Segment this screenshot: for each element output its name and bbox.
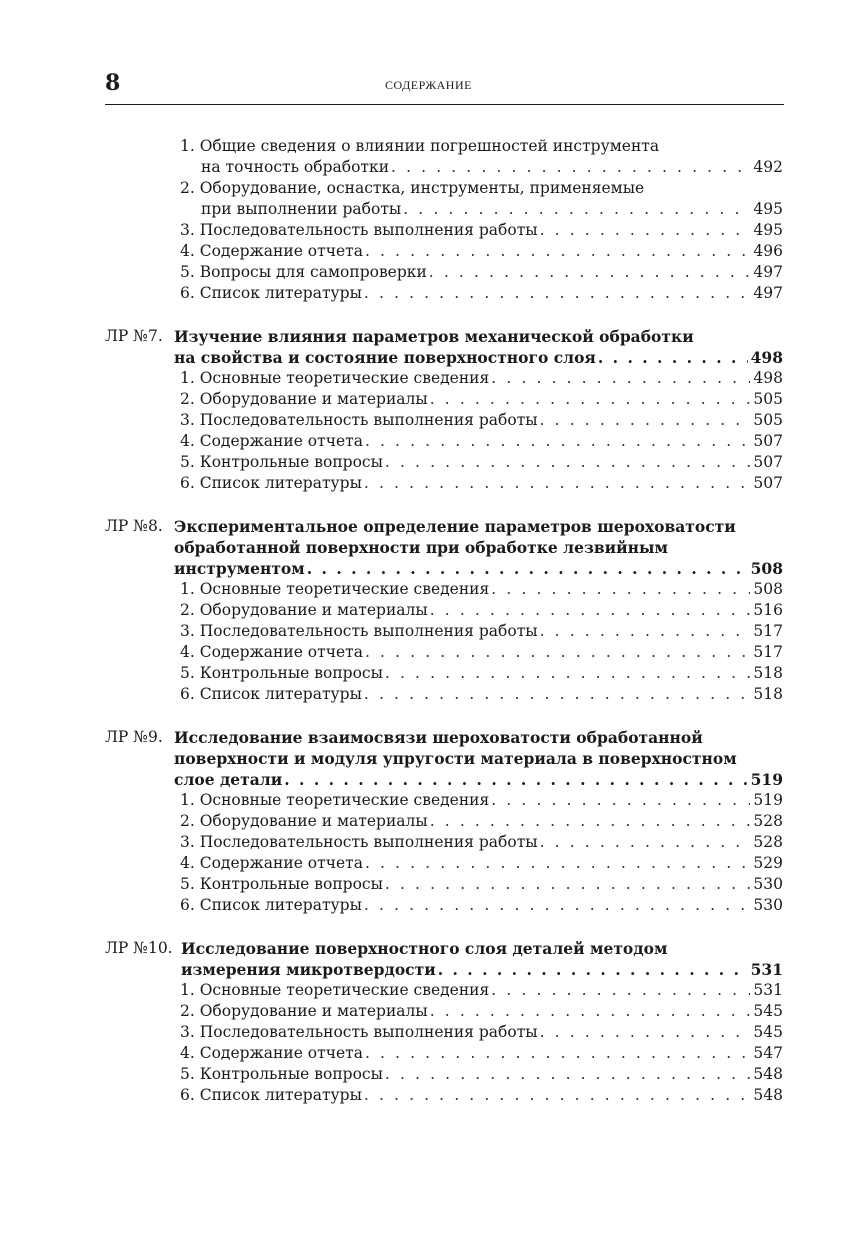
page-ref: 505: [753, 390, 783, 408]
page-ref: 505: [753, 411, 783, 429]
toc-item[interactable]: [180, 811, 783, 832]
page-ref: 517: [753, 643, 783, 661]
page-ref: 496: [753, 242, 783, 260]
dot-leader: [391, 157, 750, 178]
page-ref: 529: [753, 854, 783, 872]
dot-leader: [598, 347, 748, 368]
section-title-line: обработанной поверхности при обработке лезвийным: [174, 538, 668, 557]
toc-item-text: 4. Содержание отчета: [180, 643, 363, 661]
toc-item[interactable]: [180, 473, 783, 494]
toc-item[interactable]: [180, 1043, 783, 1064]
toc-item-text: 1. Основные теоретические сведения: [180, 791, 490, 809]
dot-leader: [540, 220, 751, 241]
page-ref: 507: [753, 453, 783, 471]
toc-item-text: при выполнении работы: [201, 200, 402, 218]
page-ref: 492: [753, 158, 783, 176]
toc-item-text: 3. Последовательность выполнения работы: [180, 411, 538, 429]
toc-item-text: 6. Список литературы: [180, 1086, 362, 1104]
dot-leader: [430, 811, 751, 832]
toc-item[interactable]: [180, 410, 783, 431]
section-title[interactable]: [181, 959, 783, 980]
dot-leader: [430, 389, 751, 410]
page-ref: 518: [753, 685, 783, 703]
dot-leader: [385, 663, 750, 684]
toc-item-text: 6. Список литературы: [180, 685, 362, 703]
toc-item[interactable]: [180, 663, 783, 684]
toc-item-text: 4. Содержание отчета: [180, 432, 363, 450]
dot-leader: [365, 1043, 750, 1064]
page-ref: 508: [750, 559, 783, 578]
toc-item-text: 2. Оборудование и материалы: [180, 1002, 428, 1020]
page-ref: 497: [753, 263, 783, 281]
toc-item[interactable]: [180, 389, 783, 410]
section-title-text: на свойства и состояние поверхностного слоя: [174, 348, 596, 367]
toc-item-text: 4. Содержание отчета: [180, 242, 363, 260]
page-ref: 548: [753, 1086, 783, 1104]
dot-leader: [364, 684, 751, 705]
section-title[interactable]: [174, 347, 783, 368]
running-title: СОДЕРЖАНИЕ: [385, 78, 472, 92]
dot-leader: [307, 558, 748, 579]
page-ref: 519: [753, 791, 783, 809]
dot-leader: [365, 241, 750, 262]
dot-leader: [365, 431, 750, 452]
dot-leader: [491, 790, 750, 811]
page-ref: 495: [753, 221, 783, 239]
toc-item[interactable]: [180, 431, 783, 452]
toc-item[interactable]: [180, 853, 783, 874]
toc-item-text: 4. Содержание отчета: [180, 1044, 363, 1062]
toc-item-text: 2. Оборудование и материалы: [180, 812, 428, 830]
section-title-line: Изучение влияния параметров механической обработки: [174, 327, 694, 346]
dot-leader: [430, 600, 751, 621]
toc-item[interactable]: [180, 684, 783, 705]
section-title-text: слое детали: [174, 770, 283, 789]
toc-item[interactable]: [180, 895, 783, 916]
toc-item-text: 1. Основные теоретические сведения: [180, 369, 490, 387]
toc-item-text: 5. Контрольные вопросы: [180, 1065, 383, 1083]
toc-item-text: 1. Основные теоретические сведения: [180, 580, 490, 598]
toc-item[interactable]: [180, 1085, 783, 1106]
section-title-line: поверхности и модуля упругости материала в поверхностном: [174, 749, 737, 768]
toc-item-text: 5. Контрольные вопросы: [180, 875, 383, 893]
page-ref: 508: [753, 580, 783, 598]
page-ref: 498: [753, 369, 783, 387]
dot-leader: [540, 1022, 751, 1043]
toc-item-text: 3. Последовательность выполнения работы: [180, 622, 538, 640]
toc-item-text: 1. Основные теоретические сведения: [180, 981, 490, 999]
page-ref: 530: [753, 896, 783, 914]
dot-leader: [430, 1001, 751, 1022]
dot-leader: [540, 832, 751, 853]
dot-leader: [284, 769, 747, 790]
toc-item-text: 2. Оборудование и материалы: [180, 601, 428, 619]
page-number: 8: [105, 70, 121, 96]
section-title-line: Исследование поверхностного слоя деталей методом: [181, 939, 668, 958]
page-ref: 530: [753, 875, 783, 893]
toc-item-text: 5. Контрольные вопросы: [180, 664, 383, 682]
toc-item[interactable]: [180, 621, 783, 642]
toc-item[interactable]: [201, 157, 783, 178]
toc-item-text: на точность обработки: [201, 158, 390, 176]
dot-leader: [364, 895, 751, 916]
page-ref: 495: [753, 200, 783, 218]
header-divider: [105, 104, 784, 105]
toc-item-text: 5. Контрольные вопросы: [180, 453, 383, 471]
toc-item-line: 1. Общие сведения о влиянии погрешностей инструмента: [180, 137, 660, 155]
page-ref: 507: [753, 432, 783, 450]
dot-leader: [385, 452, 750, 473]
page-ref: 518: [753, 664, 783, 682]
dot-leader: [491, 579, 750, 600]
page-ref: 498: [750, 348, 783, 367]
toc-item[interactable]: [201, 199, 783, 220]
section-prefix: ЛР №7.: [105, 327, 163, 345]
toc-item-text: 2. Оборудование и материалы: [180, 390, 428, 408]
dot-leader: [364, 283, 751, 304]
dot-leader: [385, 1064, 750, 1085]
page-ref: 545: [753, 1002, 783, 1020]
section-title[interactable]: [174, 769, 783, 790]
section-prefix: ЛР №8.: [105, 517, 163, 535]
page-ref: 507: [753, 474, 783, 492]
toc-item[interactable]: [180, 1022, 783, 1043]
dot-leader: [540, 410, 751, 431]
section-title-line: Экспериментальное определение параметров шероховатости: [174, 517, 736, 536]
page-ref: 545: [753, 1023, 783, 1041]
dot-leader: [429, 262, 751, 283]
toc-item[interactable]: [180, 368, 783, 389]
section-title-line: Исследование взаимосвязи шероховатости обработанной: [174, 728, 703, 747]
page-ref: 516: [753, 601, 783, 619]
toc-item[interactable]: [180, 790, 783, 811]
dot-leader: [364, 473, 751, 494]
section-title-text: измерения микротвердости: [181, 960, 436, 979]
dot-leader: [540, 621, 751, 642]
dot-leader: [438, 959, 748, 980]
page-ref: 517: [753, 622, 783, 640]
dot-leader: [385, 874, 750, 895]
toc-item-text: 3. Последовательность выполнения работы: [180, 833, 538, 851]
dot-leader: [364, 1085, 751, 1106]
dot-leader: [365, 642, 750, 663]
toc-item-text: 3. Последовательность выполнения работы: [180, 1023, 538, 1041]
page-ref: 548: [753, 1065, 783, 1083]
toc-item[interactable]: [180, 980, 783, 1001]
toc-item[interactable]: [180, 283, 783, 304]
toc-item[interactable]: [180, 1064, 783, 1085]
toc-item[interactable]: [180, 642, 783, 663]
section-title[interactable]: [174, 558, 783, 579]
page-ref: 528: [753, 833, 783, 851]
toc-item[interactable]: [180, 220, 783, 241]
toc-item-text: 6. Список литературы: [180, 284, 362, 302]
page-ref: 531: [753, 981, 783, 999]
toc-item[interactable]: [180, 874, 783, 895]
page-ref: 497: [753, 284, 783, 302]
page-ref: 531: [750, 960, 783, 979]
toc-item[interactable]: [180, 832, 783, 853]
section-prefix: ЛР №9.: [105, 728, 163, 746]
toc-item[interactable]: [180, 600, 783, 621]
page-ref: 519: [750, 770, 783, 789]
dot-leader: [365, 853, 750, 874]
page-ref: 547: [753, 1044, 783, 1062]
page-ref: 528: [753, 812, 783, 830]
toc-item-text: 6. Список литературы: [180, 896, 362, 914]
toc-item[interactable]: [180, 452, 783, 473]
section-prefix: ЛР №10.: [105, 939, 173, 957]
toc-item[interactable]: [180, 241, 783, 262]
toc-item-text: 3. Последовательность выполнения работы: [180, 221, 538, 239]
dot-leader: [491, 368, 750, 389]
toc-item-line: 2. Оборудование, оснастка, инструменты, применяемые: [180, 179, 645, 197]
dot-leader: [403, 199, 750, 220]
toc-item-text: 5. Вопросы для самопроверки: [180, 263, 427, 281]
section-title-text: инструментом: [174, 559, 305, 578]
toc-item-text: 4. Содержание отчета: [180, 854, 363, 872]
toc-item[interactable]: [180, 1001, 783, 1022]
toc-item-text: 6. Список литературы: [180, 474, 362, 492]
dot-leader: [491, 980, 750, 1001]
toc-item[interactable]: [180, 579, 783, 600]
toc-item[interactable]: [180, 262, 783, 283]
